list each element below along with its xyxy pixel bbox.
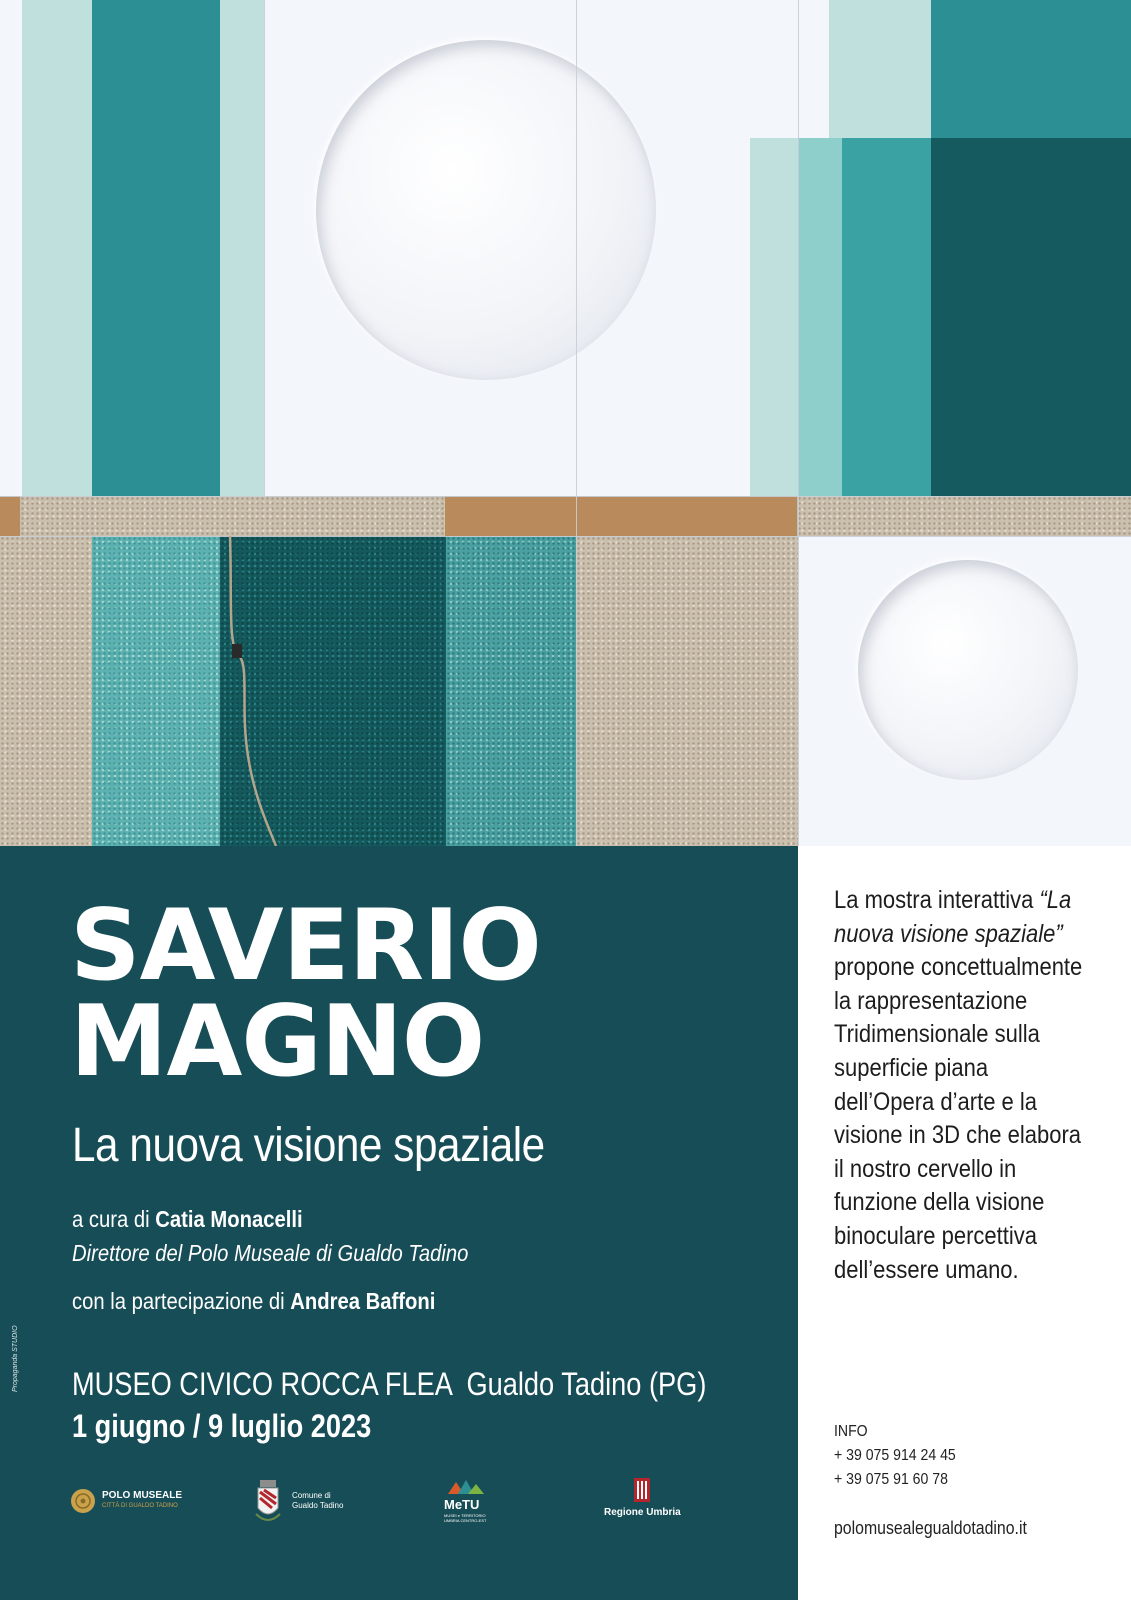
comune-label: Comune di <box>292 1491 331 1500</box>
comune-city: Gualdo Tadino <box>292 1501 344 1510</box>
participation-line <box>72 1288 435 1315</box>
art-panel <box>20 496 445 536</box>
description-panel <box>798 846 1131 1600</box>
logo-metu <box>444 1476 488 1523</box>
art-seam <box>0 536 1131 537</box>
art-panel <box>92 0 220 496</box>
art-panel <box>931 138 1131 496</box>
art-panel <box>445 496 797 536</box>
logo-regione-umbria <box>604 1476 681 1518</box>
logo-comune <box>250 1476 343 1526</box>
art-panel <box>220 0 264 496</box>
logo-polo-museale <box>70 1488 182 1514</box>
art-relief-disc <box>316 40 656 380</box>
art-wire <box>220 536 290 846</box>
phone-number: + 39 075 914 24 45 <box>834 1447 956 1464</box>
exhibition-dates: 1 giugno / 9 luglio 2023 <box>72 1408 372 1444</box>
art-seam <box>264 0 265 496</box>
curator-line <box>72 1206 303 1233</box>
regione-umbria-emblem-icon <box>633 1476 651 1504</box>
artist-last-name: MAGNO <box>70 985 485 1099</box>
art-panel <box>829 0 931 138</box>
description-intro: La mostra interattiva <box>834 886 1034 914</box>
polo-museale-name: POLO MUSEALE <box>102 1490 183 1501</box>
art-seam <box>576 0 577 846</box>
contact-info <box>834 1420 956 1492</box>
exhibition-description <box>834 884 1089 1287</box>
art-panel <box>0 0 22 496</box>
art-panel <box>576 536 798 846</box>
art-panel <box>750 138 798 496</box>
sponsor-logos <box>70 1476 770 1546</box>
curator-role-text: Direttore del Polo Museale di Gualdo Tadino <box>72 1240 469 1266</box>
info-panel <box>0 846 798 1600</box>
polo-museale-city: CITTÀ DI GUALDO TADINO <box>102 1503 178 1509</box>
art-panel <box>797 496 1131 536</box>
info-label: INFO <box>834 1423 868 1440</box>
polo-museale-emblem-icon <box>70 1488 96 1514</box>
description-quote: “La nuova visione spaziale” <box>834 886 1072 948</box>
artist-name <box>70 889 541 1099</box>
art-panel <box>931 0 1131 138</box>
comune-crest-icon <box>250 1476 286 1526</box>
comune-text <box>292 1491 343 1511</box>
art-seam <box>798 0 799 846</box>
art-panel <box>0 536 92 846</box>
artist-first-name: SAVERIO <box>70 889 541 1003</box>
curator-prefix: a cura di <box>72 1206 150 1232</box>
description-body: propone concettualmente la rappresentazione Tridimensionale sulla superficie piana dell’Opera d’arte e la visione in 3D che elabora il nostro cervello in funzione della visione binoculare percettiva dell’essere umano. <box>834 953 1083 1284</box>
regione-umbria-name: Regione Umbria <box>604 1507 681 1518</box>
exhibition-subtitle: La nuova visione spaziale <box>72 1119 545 1172</box>
polo-museale-text <box>102 1491 182 1511</box>
art-panel <box>446 536 576 846</box>
participant-name: Andrea Baffoni <box>290 1288 436 1314</box>
art-seam <box>0 496 1131 497</box>
phone-number: + 39 075 91 60 78 <box>834 1471 948 1488</box>
website-link[interactable]: polomusealegualdotadino.it <box>834 1518 1027 1538</box>
art-panel <box>92 536 220 846</box>
art-panel <box>842 138 931 496</box>
metu-mark-icon <box>444 1476 488 1496</box>
participation-prefix: con la partecipazione di <box>72 1288 285 1314</box>
curator-role <box>72 1240 468 1267</box>
art-panel <box>22 0 92 496</box>
art-panel <box>0 496 20 536</box>
venue: MUSEO CIVICO ROCCA FLEA Gualdo Tadino (PG) <box>72 1366 707 1402</box>
curator-name: Catia Monacelli <box>155 1206 303 1232</box>
design-credit: Propaganda STUDIO <box>12 1325 19 1392</box>
metu-name: MeTU <box>444 1497 480 1512</box>
art-relief-disc <box>858 560 1078 780</box>
art-panel <box>798 138 842 496</box>
metu-tagline: MUSEI e TERRITORIO UMBRIA CENTRO-EST <box>444 1513 487 1523</box>
